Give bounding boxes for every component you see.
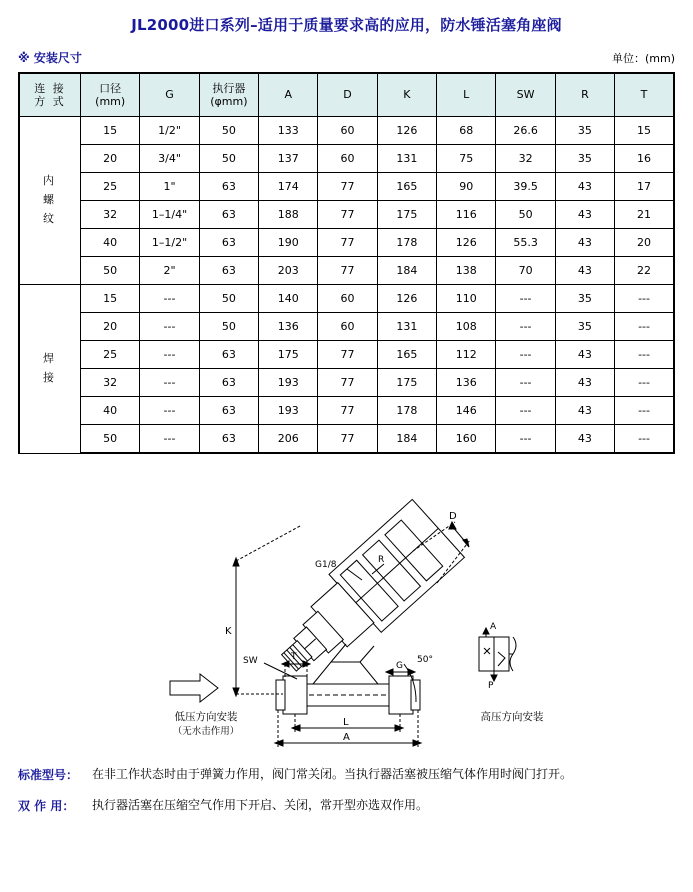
note-text: 执行器活塞在压缩空气作用下开启、关闭，常开型亦选双作用。 — [92, 798, 429, 812]
cell: 70 — [496, 257, 555, 285]
cell: 40 — [81, 397, 140, 425]
cell: 138 — [437, 257, 496, 285]
cell: 21 — [615, 201, 674, 229]
col-header-sw: SW — [496, 73, 555, 117]
cell: 43 — [555, 397, 614, 425]
cell: 32 — [81, 201, 140, 229]
dim-a-label: A — [343, 732, 350, 743]
cell: 126 — [437, 229, 496, 257]
col-header-bore: 口径 (mm) — [81, 73, 140, 117]
cell: 77 — [318, 369, 377, 397]
cell: 55.3 — [496, 229, 555, 257]
caption-left-sub: （无水击作用） — [172, 726, 240, 737]
cell: --- — [140, 313, 199, 341]
cell: 50 — [199, 117, 258, 145]
cell: 63 — [199, 173, 258, 201]
cell: 60 — [318, 285, 377, 313]
cell: 50 — [199, 313, 258, 341]
table-head — [19, 73, 674, 117]
caption-left: 低压方向安装 — [174, 711, 238, 723]
cell: 63 — [199, 229, 258, 257]
cell: 131 — [377, 313, 436, 341]
cell: 77 — [318, 257, 377, 285]
cell: 193 — [259, 397, 318, 425]
notes-section — [18, 766, 675, 814]
table-row — [19, 425, 674, 454]
cell: --- — [140, 341, 199, 369]
col-header-t: T — [615, 73, 674, 117]
cell: 116 — [437, 201, 496, 229]
cell: 206 — [259, 425, 318, 454]
cell: --- — [615, 313, 674, 341]
cell: 174 — [259, 173, 318, 201]
caption-right: 高压方向安装 — [480, 711, 544, 723]
cell: 1–1/2" — [140, 229, 199, 257]
cell: 175 — [377, 369, 436, 397]
cell: 50 — [81, 425, 140, 454]
table-row — [19, 145, 674, 173]
cell: 43 — [555, 229, 614, 257]
cell: 75 — [437, 145, 496, 173]
cell: 3/4" — [140, 145, 199, 173]
cell: --- — [496, 397, 555, 425]
group-label-welded: 焊 接 — [19, 285, 81, 454]
cell: 35 — [555, 117, 614, 145]
cell: 63 — [199, 369, 258, 397]
col-header-actuator: 执行器 (φmm) — [199, 73, 258, 117]
dim-k-label: K — [225, 626, 232, 637]
cell: 22 — [615, 257, 674, 285]
dimension-table — [18, 72, 675, 454]
dim-l-label: L — [343, 717, 349, 728]
table-row — [19, 369, 674, 397]
cell: 63 — [199, 341, 258, 369]
cell: 1–1/4" — [140, 201, 199, 229]
cell: 178 — [377, 397, 436, 425]
cell: 136 — [259, 313, 318, 341]
cell: 50 — [496, 201, 555, 229]
dim-d-label: D — [449, 511, 457, 522]
cell: --- — [496, 369, 555, 397]
dim-r-label: R — [378, 555, 385, 565]
cell: 63 — [199, 425, 258, 454]
cell: 1" — [140, 173, 199, 201]
cell: 136 — [437, 369, 496, 397]
cell: --- — [615, 369, 674, 397]
cell: 39.5 — [496, 173, 555, 201]
page-title: JL2000进口系列–适用于质量要求高的应用，防水锤活塞角座阀 — [131, 16, 562, 34]
col-header-connection: 连 接 方 式 — [19, 73, 81, 117]
cell: 68 — [437, 117, 496, 145]
cell: 178 — [377, 229, 436, 257]
col-header-k: K — [377, 73, 436, 117]
table-row — [19, 173, 674, 201]
cell: --- — [140, 369, 199, 397]
angle-label: 50° — [417, 655, 433, 665]
cell: 175 — [377, 201, 436, 229]
col-header-r: R — [555, 73, 614, 117]
table-row — [19, 257, 674, 285]
cell: 77 — [318, 397, 377, 425]
cell: 25 — [81, 341, 140, 369]
col-header-a: A — [259, 73, 318, 117]
cell: 165 — [377, 173, 436, 201]
cell: 35 — [555, 313, 614, 341]
cell: 26.6 — [496, 117, 555, 145]
cell: 16 — [615, 145, 674, 173]
note-standard-type — [18, 766, 675, 783]
cell: 50 — [199, 145, 258, 173]
cell: 35 — [555, 145, 614, 173]
cell: --- — [496, 425, 555, 454]
cell: 184 — [377, 257, 436, 285]
port-g18-label: G1/8 — [315, 560, 337, 570]
cell: 25 — [81, 173, 140, 201]
cell: 165 — [377, 341, 436, 369]
unit-label: 单位：(mm) — [611, 52, 675, 65]
cell: 20 — [81, 313, 140, 341]
cell: 60 — [318, 117, 377, 145]
cell: --- — [615, 285, 674, 313]
table-row — [19, 229, 674, 257]
cell: 1/2" — [140, 117, 199, 145]
dim-sw-label: SW — [243, 656, 258, 666]
cell: 15 — [81, 285, 140, 313]
cell: 50 — [81, 257, 140, 285]
cell: 77 — [318, 229, 377, 257]
table-body — [19, 117, 674, 454]
cell: 43 — [555, 257, 614, 285]
col-header-d: D — [318, 73, 377, 117]
cell: 160 — [437, 425, 496, 454]
port-a-label: A — [490, 622, 497, 632]
cell: 203 — [259, 257, 318, 285]
cell: 20 — [81, 145, 140, 173]
valve-drawing — [0, 466, 693, 756]
cell: 146 — [437, 397, 496, 425]
cell: 43 — [555, 173, 614, 201]
cell: --- — [496, 341, 555, 369]
cell: 43 — [555, 201, 614, 229]
cell: 112 — [437, 341, 496, 369]
note-label: 双 作 用： — [18, 799, 75, 813]
table-row — [19, 397, 674, 425]
cell: 126 — [377, 285, 436, 313]
cell: --- — [140, 397, 199, 425]
cell: --- — [615, 397, 674, 425]
note-text: 在非工作状态时由于弹簧力作用，阀门常关闭。当执行器活塞被压缩气体作用时阀门打开。 — [92, 767, 573, 781]
col-header-l: L — [437, 73, 496, 117]
cell: --- — [140, 425, 199, 454]
cell: 90 — [437, 173, 496, 201]
cell: 17 — [615, 173, 674, 201]
cell: --- — [615, 425, 674, 454]
cell: 137 — [259, 145, 318, 173]
cell: 108 — [437, 313, 496, 341]
port-p-label: P — [488, 681, 494, 691]
cell: --- — [140, 285, 199, 313]
dim-g-label: G — [396, 661, 403, 671]
cell: 15 — [615, 117, 674, 145]
table-row — [19, 313, 674, 341]
cell: 43 — [555, 341, 614, 369]
section-header — [18, 49, 675, 66]
cell: 15 — [81, 117, 140, 145]
valve-diagram — [0, 466, 693, 756]
note-double-acting — [18, 797, 675, 814]
cell: 35 — [555, 285, 614, 313]
cell: 63 — [199, 397, 258, 425]
cell: 43 — [555, 369, 614, 397]
cell: 110 — [437, 285, 496, 313]
table-row — [19, 201, 674, 229]
cell: 60 — [318, 313, 377, 341]
cell: --- — [615, 341, 674, 369]
cell: 77 — [318, 341, 377, 369]
cell: 131 — [377, 145, 436, 173]
cell: 50 — [199, 285, 258, 313]
cell: 43 — [555, 425, 614, 454]
cell: 60 — [318, 145, 377, 173]
table-row — [19, 117, 674, 145]
cell: 188 — [259, 201, 318, 229]
cell: 63 — [199, 201, 258, 229]
cell: --- — [496, 285, 555, 313]
cell: 184 — [377, 425, 436, 454]
cell: 193 — [259, 369, 318, 397]
cell: 77 — [318, 201, 377, 229]
table-row — [19, 285, 674, 313]
section-label: ※ 安装尺寸 — [18, 51, 82, 65]
cell: 126 — [377, 117, 436, 145]
cell: --- — [496, 313, 555, 341]
cell: 77 — [318, 425, 377, 454]
cell: 2" — [140, 257, 199, 285]
dim-t-label: T — [291, 652, 297, 662]
cell: 175 — [259, 341, 318, 369]
cell: 140 — [259, 285, 318, 313]
cell: 32 — [81, 369, 140, 397]
note-label: 标准型号： — [18, 768, 79, 782]
cell: 32 — [496, 145, 555, 173]
cell: 40 — [81, 229, 140, 257]
group-label-internal-thread: 内 螺 纹 — [19, 117, 81, 285]
cell: 63 — [199, 257, 258, 285]
cell: 20 — [615, 229, 674, 257]
table-header-row — [19, 73, 674, 117]
cell: 77 — [318, 173, 377, 201]
cell: 190 — [259, 229, 318, 257]
table-row — [19, 341, 674, 369]
cell: 133 — [259, 117, 318, 145]
col-header-g: G — [140, 73, 199, 117]
